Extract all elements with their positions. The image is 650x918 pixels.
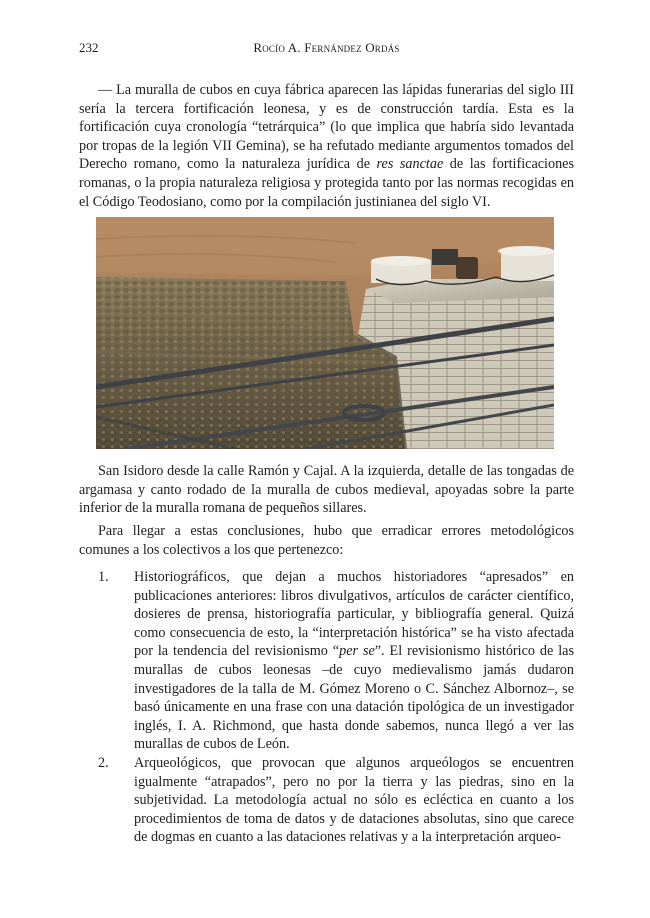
list-item-text [134,568,574,754]
paragraph-intro [79,81,574,211]
list-item-text: Arqueológicos, que provocan que algunos arqueólogos se encuentren igualmente “atrapados”, pero no por la tierra y las piedras, sino en la subjetividad. La metodología actual no sólo es ecléctica en cuanto a los procedimientos de toma de datos y de dataciones absolutas, sino que carece de dogmas en cuanto a las dataciones relativas y a la interpretación arqueo- [134,754,574,846]
list-item-text-a: Historiográficos, que dejan a muchos historiadores “apresados” en publicaciones anteriores: libros divulgativos, artículos de carácter científico, dosieres de prensa, historiografía particular, y bibliografía general. Quizá como consecuencia de esto, la “interpretación histórica” se ha visto afectada por la tendencia del revisionismo “ [134,569,574,660]
paragraph-intro-text-a: — La muralla de cubos en cuya fábrica aparecen las lápidas funerarias del siglo III sería la tercera fortificación leonesa, y es de construcción tardía. Esta es la fortificación cuya cronología “tetrárquica” (lo que implica que habría sido levantada por tropas de la legión VII Gemina), se ha refutado mediante argumentos tomados del Derecho romano, como la naturaleza jurídica de [79,82,574,173]
photo-illustration [96,217,554,449]
page-header [79,40,574,60]
list-item-number: 1. [98,569,109,585]
running-head: Rocío A. Fernández Ordás [253,40,400,55]
paragraph-conclusions: Para llegar a estas conclusiones, hubo que erradicar errores metodológicos comunes a los colectivos a los que pertenezco: [79,523,574,558]
list-item-text-b: ”. El revisionismo histórico de las murallas de cubos leonesas –de cuyo medievalismo jamás dudaron investigadores de la talla de M. Gómez Moreno o C. Sánchez Albornoz–, se basó únicamente en una frase con una datación tipológica de un investigador inglés, I. A. Richmond, que hasta donde sabemos, nunca llegó a ver las murallas de cubos de León. [134,643,574,753]
page-number: 232 [79,40,99,55]
figure-photo [96,217,554,449]
figure-caption: San Isidoro desde la calle Ramón y Cajal. A la izquierda, detalle de las tongadas de argamasa y canto rodado de la muralla de cubos medieval, apoyadas sobre la parte inferior de la muralla romana de pequeños sillares. [79,463,574,517]
numbered-list [79,568,574,847]
list-item [79,568,574,754]
list-item-number: 2. [98,754,109,771]
paragraph-intro-text-b: de las fortificaciones romanas, o la propia naturaleza religiosa y protegida tanto por las normas recogidas en el Código Teodosiano, como por la compilación justinianea del siglo VI. [79,156,574,210]
list-item-italic: per se [339,643,375,660]
paragraph-intro-italic: res sanctae [376,156,444,173]
list-item [79,754,574,847]
